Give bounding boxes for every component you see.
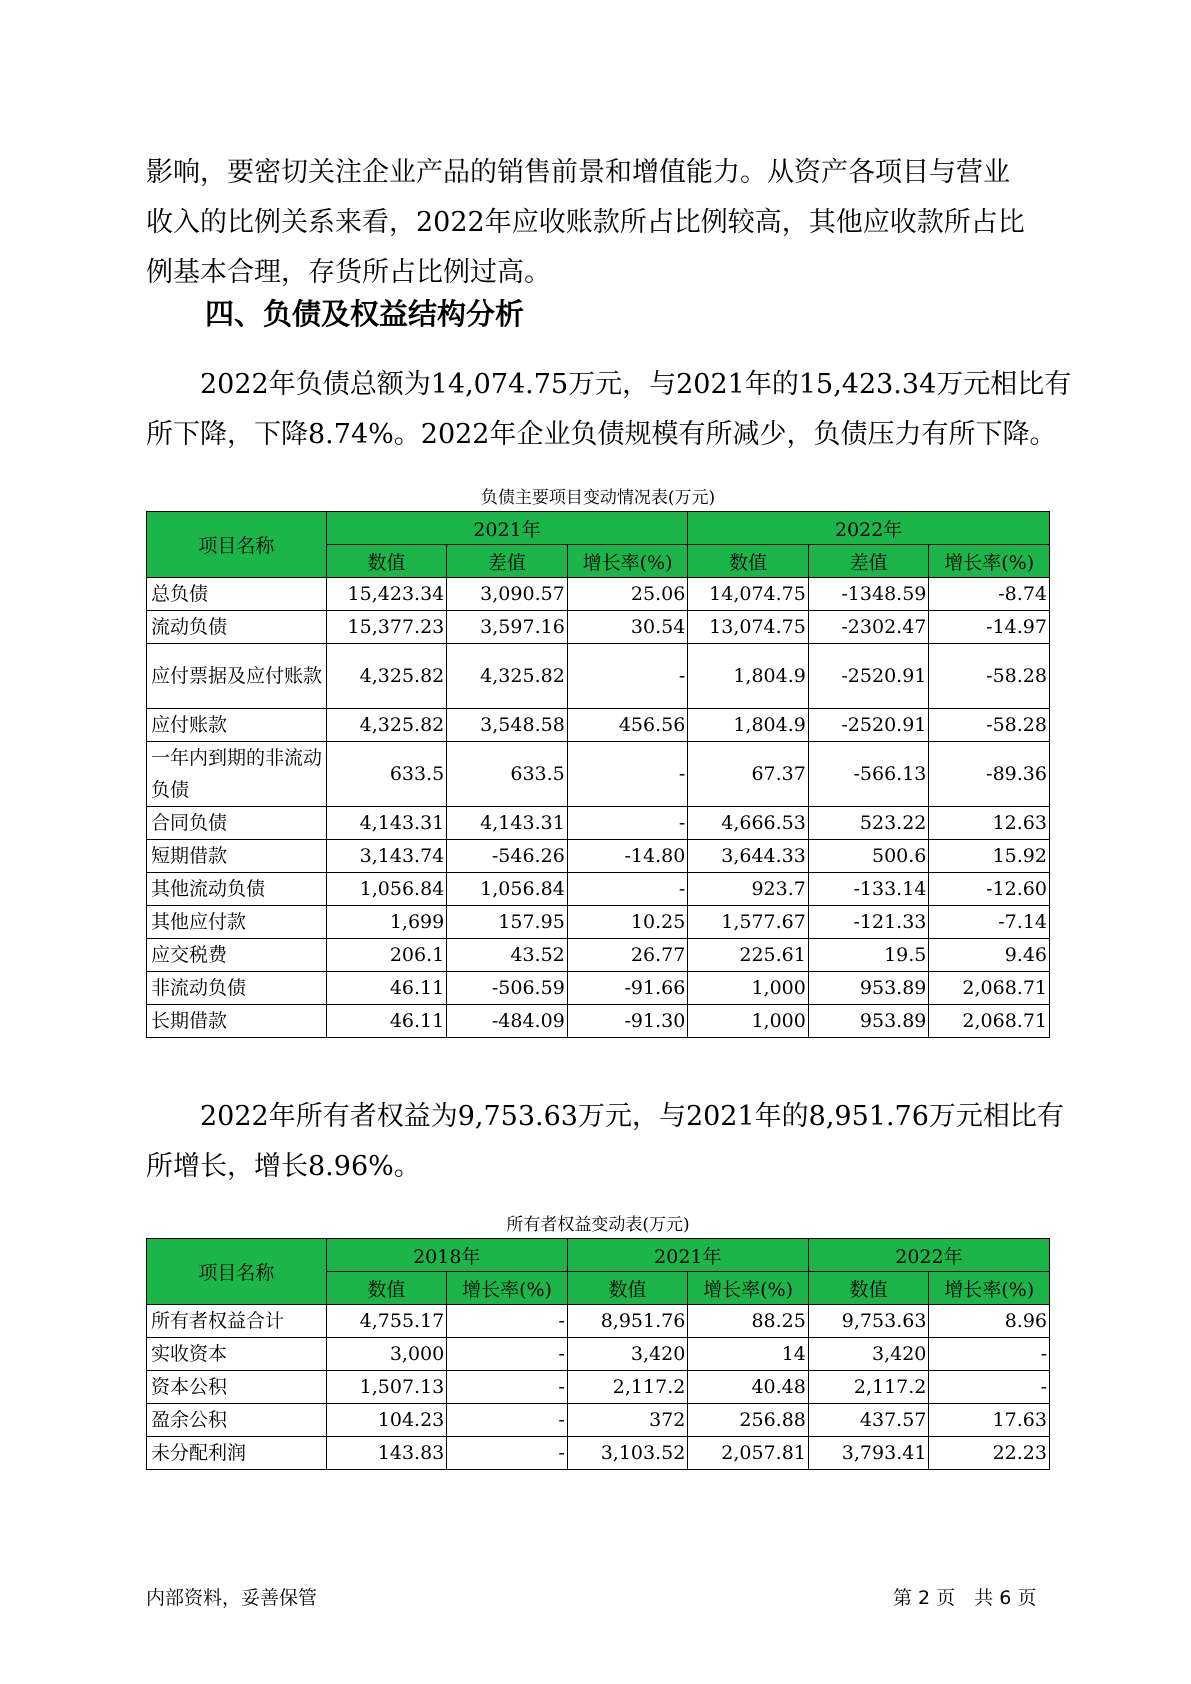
table-cell: 2,117.2 bbox=[567, 1371, 688, 1404]
table-cell: 4,755.17 bbox=[326, 1305, 447, 1338]
table-cell: -7.14 bbox=[929, 906, 1050, 939]
table-cell: - bbox=[447, 1305, 568, 1338]
section-heading: 四、负债及权益结构分析 bbox=[205, 297, 525, 331]
row-item-name: 资本公积 bbox=[147, 1371, 327, 1404]
table-cell: 3,090.57 bbox=[447, 578, 568, 611]
year-header: 2018年 bbox=[326, 1239, 567, 1272]
row-item-name: 应交税费 bbox=[147, 939, 327, 972]
table-cell: -133.14 bbox=[808, 873, 929, 906]
table-row bbox=[147, 972, 1050, 1005]
table-cell: -1348.59 bbox=[808, 578, 929, 611]
table-cell: 633.5 bbox=[447, 742, 568, 807]
table-cell: 9.46 bbox=[929, 939, 1050, 972]
row-item-name: 流动负债 bbox=[147, 611, 327, 644]
table-cell: -484.09 bbox=[447, 1005, 568, 1038]
table-cell: - bbox=[447, 1404, 568, 1437]
paragraph-line: 影响，要密切关注企业产品的销售前景和增值能力。从资产各项目与营业 bbox=[146, 157, 1010, 188]
footer-page-number: 第 2 页 共 6 页 bbox=[893, 1587, 1037, 1609]
row-item-name: 合同负债 bbox=[147, 807, 327, 840]
table-cell: 372 bbox=[567, 1404, 688, 1437]
table-cell: 8,951.76 bbox=[567, 1305, 688, 1338]
table-cell: 157.95 bbox=[447, 906, 568, 939]
table-cell: 4,325.82 bbox=[326, 644, 447, 709]
table-cell: 3,103.52 bbox=[567, 1437, 688, 1470]
table-row bbox=[147, 742, 1050, 807]
table-cell: 953.89 bbox=[808, 1005, 929, 1038]
table-row bbox=[147, 578, 1050, 611]
table-row bbox=[147, 939, 1050, 972]
table-cell: 523.22 bbox=[808, 807, 929, 840]
table-cell: 3,548.58 bbox=[447, 709, 568, 742]
table-cell: 15,377.23 bbox=[326, 611, 447, 644]
table-cell: -2520.91 bbox=[808, 709, 929, 742]
column-header: 数值 bbox=[326, 545, 447, 578]
column-header: 增长率(%) bbox=[688, 1272, 809, 1305]
table-cell: - bbox=[567, 873, 688, 906]
column-header: 差值 bbox=[808, 545, 929, 578]
liability-table-caption: 负债主要项目变动情况表(万元) bbox=[480, 488, 716, 508]
table-cell: 3,143.74 bbox=[326, 840, 447, 873]
table-cell: 3,644.33 bbox=[688, 840, 809, 873]
table-cell: -546.26 bbox=[447, 840, 568, 873]
table-cell: 43.52 bbox=[447, 939, 568, 972]
table-cell: 19.5 bbox=[808, 939, 929, 972]
table-cell: 206.1 bbox=[326, 939, 447, 972]
table-cell: 1,000 bbox=[688, 1005, 809, 1038]
table-cell: -121.33 bbox=[808, 906, 929, 939]
column-header: 差值 bbox=[447, 545, 568, 578]
table-cell: -2520.91 bbox=[808, 644, 929, 709]
table-cell: 256.88 bbox=[688, 1404, 809, 1437]
table-cell: 26.77 bbox=[567, 939, 688, 972]
liability-paragraph bbox=[146, 360, 1072, 460]
column-header: 增长率(%) bbox=[929, 545, 1050, 578]
table-cell: 1,804.9 bbox=[688, 644, 809, 709]
table-cell: 4,325.82 bbox=[447, 644, 568, 709]
table-row bbox=[147, 906, 1050, 939]
row-item-name: 实收资本 bbox=[147, 1338, 327, 1371]
table-cell: 4,143.31 bbox=[447, 807, 568, 840]
table-cell: 2,068.71 bbox=[929, 972, 1050, 1005]
table-cell: -91.66 bbox=[567, 972, 688, 1005]
column-header: 数值 bbox=[808, 1272, 929, 1305]
equity-table bbox=[146, 1238, 1050, 1470]
column-header: 增长率(%) bbox=[447, 1272, 568, 1305]
table-cell: -12.60 bbox=[929, 873, 1050, 906]
row-item-name: 其他应付款 bbox=[147, 906, 327, 939]
table-cell: 40.48 bbox=[688, 1371, 809, 1404]
table-cell: 13,074.75 bbox=[688, 611, 809, 644]
row-item-name: 所有者权益合计 bbox=[147, 1305, 327, 1338]
table-cell: 437.57 bbox=[808, 1404, 929, 1437]
table-cell: - bbox=[567, 742, 688, 807]
table-cell: 3,420 bbox=[808, 1338, 929, 1371]
row-item-name: 未分配利润 bbox=[147, 1437, 327, 1470]
table-cell: -58.28 bbox=[929, 644, 1050, 709]
table-cell: 17.63 bbox=[929, 1404, 1050, 1437]
table-cell: - bbox=[447, 1437, 568, 1470]
table-row bbox=[147, 1338, 1050, 1371]
table-cell: 2,057.81 bbox=[688, 1437, 809, 1470]
row-item-name: 盈余公积 bbox=[147, 1404, 327, 1437]
table-cell: -89.36 bbox=[929, 742, 1050, 807]
table-cell: 15.92 bbox=[929, 840, 1050, 873]
column-header: 数值 bbox=[567, 1272, 688, 1305]
table-cell: -2302.47 bbox=[808, 611, 929, 644]
row-item-name: 短期借款 bbox=[147, 840, 327, 873]
table-row bbox=[147, 1404, 1050, 1437]
table-cell: 12.63 bbox=[929, 807, 1050, 840]
paragraph-line: 2022年所有者权益为9,753.63万元，与2021年的8,951.76万元相比有 bbox=[146, 1101, 1064, 1132]
table-cell: 1,056.84 bbox=[447, 873, 568, 906]
table-row bbox=[147, 873, 1050, 906]
paragraph-line: 2022年负债总额为14,074.75万元，与2021年的15,423.34万元相比有 bbox=[146, 369, 1072, 400]
intro-paragraph bbox=[146, 148, 1046, 298]
paragraph-line: 收入的比例关系来看，2022年应收账款所占比例较高，其他应收款所占比 bbox=[146, 207, 1025, 238]
table-row bbox=[147, 644, 1050, 709]
table-cell: -58.28 bbox=[929, 709, 1050, 742]
table-cell: 3,420 bbox=[567, 1338, 688, 1371]
year-header: 2022年 bbox=[808, 1239, 1049, 1272]
table-row bbox=[147, 1005, 1050, 1038]
table-cell: 225.61 bbox=[688, 939, 809, 972]
table-cell: 4,666.53 bbox=[688, 807, 809, 840]
table-row bbox=[147, 1305, 1050, 1338]
table-cell: 15,423.34 bbox=[326, 578, 447, 611]
row-item-name: 应付票据及应付账款 bbox=[147, 644, 327, 709]
table-cell: 3,000 bbox=[326, 1338, 447, 1371]
row-item-name: 长期借款 bbox=[147, 1005, 327, 1038]
table-cell: 3,793.41 bbox=[808, 1437, 929, 1470]
table-cell: 4,143.31 bbox=[326, 807, 447, 840]
paragraph-line: 所下降，下降8.74%。2022年企业负债规模有所减少，负债压力有所下降。 bbox=[146, 419, 1057, 450]
table-cell: 25.06 bbox=[567, 578, 688, 611]
table-cell: - bbox=[447, 1338, 568, 1371]
table-cell: 953.89 bbox=[808, 972, 929, 1005]
column-header: 数值 bbox=[326, 1272, 447, 1305]
year-header: 2021年 bbox=[326, 512, 688, 545]
item-name-header: 项目名称 bbox=[147, 512, 327, 578]
table-row bbox=[147, 709, 1050, 742]
row-item-name: 其他流动负债 bbox=[147, 873, 327, 906]
table-cell: 1,699 bbox=[326, 906, 447, 939]
paragraph-line: 所增长，增长8.96%。 bbox=[146, 1151, 421, 1182]
row-item-name: 应付账款 bbox=[147, 709, 327, 742]
table-cell: 1,804.9 bbox=[688, 709, 809, 742]
liability-table bbox=[146, 511, 1050, 1038]
table-cell: 30.54 bbox=[567, 611, 688, 644]
table-cell: 46.11 bbox=[326, 1005, 447, 1038]
table-cell: 633.5 bbox=[326, 742, 447, 807]
table-cell: 4,325.82 bbox=[326, 709, 447, 742]
table-cell: - bbox=[447, 1371, 568, 1404]
table-cell: -14.97 bbox=[929, 611, 1050, 644]
table-cell: 1,577.67 bbox=[688, 906, 809, 939]
table-cell: 1,507.13 bbox=[326, 1371, 447, 1404]
table-cell: -91.30 bbox=[567, 1005, 688, 1038]
table-cell: 923.7 bbox=[688, 873, 809, 906]
year-header: 2022年 bbox=[688, 512, 1050, 545]
table-cell: -14.80 bbox=[567, 840, 688, 873]
row-item-name: 一年内到期的非流动负债 bbox=[147, 742, 327, 807]
table-cell: 500.6 bbox=[808, 840, 929, 873]
table-cell: 14,074.75 bbox=[688, 578, 809, 611]
column-header: 增长率(%) bbox=[567, 545, 688, 578]
table-row bbox=[147, 1371, 1050, 1404]
row-item-name: 非流动负债 bbox=[147, 972, 327, 1005]
table-row bbox=[147, 611, 1050, 644]
table-cell: 104.23 bbox=[326, 1404, 447, 1437]
table-cell: 456.56 bbox=[567, 709, 688, 742]
table-cell: 3,597.16 bbox=[447, 611, 568, 644]
table-cell: 1,000 bbox=[688, 972, 809, 1005]
table-cell: -566.13 bbox=[808, 742, 929, 807]
equity-paragraph bbox=[146, 1092, 1064, 1192]
table-cell: 143.83 bbox=[326, 1437, 447, 1470]
table-cell: 8.96 bbox=[929, 1305, 1050, 1338]
table-cell: 46.11 bbox=[326, 972, 447, 1005]
table-row bbox=[147, 840, 1050, 873]
table-cell: -506.59 bbox=[447, 972, 568, 1005]
column-header: 数值 bbox=[688, 545, 809, 578]
table-cell: 67.37 bbox=[688, 742, 809, 807]
table-cell: 10.25 bbox=[567, 906, 688, 939]
table-cell: - bbox=[567, 644, 688, 709]
year-header: 2021年 bbox=[567, 1239, 808, 1272]
table-row bbox=[147, 1437, 1050, 1470]
table-cell: 2,068.71 bbox=[929, 1005, 1050, 1038]
table-cell: -8.74 bbox=[929, 578, 1050, 611]
table-cell: 88.25 bbox=[688, 1305, 809, 1338]
column-header: 增长率(%) bbox=[929, 1272, 1050, 1305]
table-cell: - bbox=[929, 1338, 1050, 1371]
table-cell: - bbox=[567, 807, 688, 840]
paragraph-line: 例基本合理，存货所占比例过高。 bbox=[146, 257, 551, 288]
table-row bbox=[147, 807, 1050, 840]
table-cell: 1,056.84 bbox=[326, 873, 447, 906]
table-cell: 22.23 bbox=[929, 1437, 1050, 1470]
table-cell: 9,753.63 bbox=[808, 1305, 929, 1338]
table-cell: 2,117.2 bbox=[808, 1371, 929, 1404]
table-cell: - bbox=[929, 1371, 1050, 1404]
table-cell: 14 bbox=[688, 1338, 809, 1371]
equity-table-caption: 所有者权益变动表(万元) bbox=[506, 1215, 690, 1235]
item-name-header: 项目名称 bbox=[147, 1239, 327, 1305]
row-item-name: 总负债 bbox=[147, 578, 327, 611]
footer-confidential-note: 内部资料，妥善保管 bbox=[146, 1587, 318, 1609]
